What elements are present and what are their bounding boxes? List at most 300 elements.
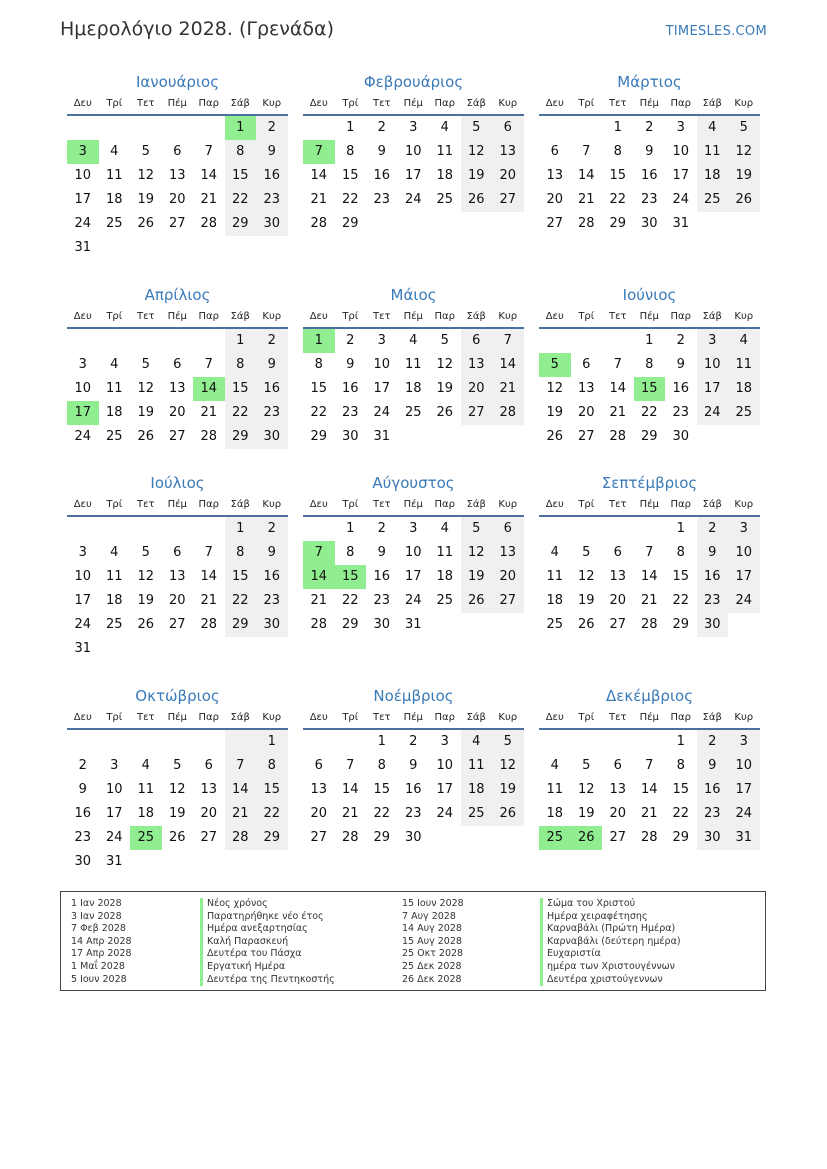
empty-day-cell [162,850,194,874]
day-cell: 11 [546,569,564,584]
weekday-header: Σάβ [697,307,729,329]
day-cell: 9 [676,357,685,372]
weekday-header: Κυρ [256,94,288,116]
month-calendar [67,471,288,661]
day-cell: 20 [461,377,493,401]
legend-dates-col-1 [71,898,132,986]
day-cell: 10 [74,569,92,584]
day-cell: 5 [141,545,150,560]
day-cell: 27 [168,617,186,632]
legend-holiday-name: Παρατηρήθηκε νέο έτος [200,911,335,924]
legend-holiday-name: Ημέρα χειραφέτησης [540,911,681,924]
day-cell: 13 [310,782,328,797]
empty-day-cell [571,116,603,140]
empty-day-cell [193,116,225,140]
day-cell: 23 [373,593,391,608]
day-cell: 21 [577,192,595,207]
day-cell: 30 [404,830,422,845]
empty-day-cell [461,212,493,236]
day-cell: 17 [74,192,92,207]
day-cell: 26 [137,216,155,231]
day-cell: 5 [728,116,760,140]
day-cell: 20 [492,164,524,188]
day-cell: 4 [409,333,418,348]
legend-date: 17 Απρ 2028 [71,948,132,960]
day-cell: 9 [377,144,386,159]
day-cell: 6 [582,357,591,372]
holiday-day-cell: 25 [130,826,162,850]
day-cell: 28 [341,830,359,845]
day-cell: 2 [256,329,288,353]
day-cell: 10 [404,144,422,159]
day-cell: 10 [672,144,690,159]
day-cell: 7 [346,758,355,773]
day-cell: 3 [440,734,449,749]
day-cell: 15 [672,569,690,584]
weekday-header: Παρ [193,307,225,329]
legend-names-col-2 [540,898,681,986]
day-cell: 18 [546,593,564,608]
empty-day-cell [99,236,131,260]
day-cell: 14 [640,569,658,584]
day-cell: 2 [697,517,729,541]
month-name: Απρίλιος [144,286,211,304]
day-cell: 19 [492,778,524,802]
day-cell: 27 [609,830,627,845]
empty-day-cell [492,212,524,236]
day-cell: 28 [577,216,595,231]
weekday-header: Τρί [99,708,131,730]
day-cell: 11 [105,569,123,584]
empty-day-cell [602,517,634,541]
month-days-grid [67,94,288,260]
day-cell: 6 [173,545,182,560]
weekday-header: Πέμ [398,495,430,517]
day-cell: 8 [377,758,386,773]
day-cell: 6 [173,144,182,159]
day-cell: 14 [225,778,257,802]
day-cell: 31 [74,240,92,255]
day-cell: 9 [346,357,355,372]
day-cell: 12 [546,381,564,396]
day-cell: 1 [676,521,685,536]
month-name: Σεπτέμβριος [601,474,698,492]
day-cell: 20 [546,192,564,207]
month-name: Μάρτιος [617,73,682,91]
day-cell: 18 [436,569,454,584]
legend-date: 1 Μαΐ 2028 [71,960,125,972]
empty-day-cell [162,236,194,260]
empty-day-cell [193,850,225,874]
day-cell: 13 [609,569,627,584]
day-cell: 1 [225,517,257,541]
day-cell: 17 [105,806,123,821]
day-cell: 7 [204,144,213,159]
day-cell: 10 [373,357,391,372]
month-name: Αύγουστος [372,474,455,492]
day-cell: 17 [404,168,422,183]
day-cell: 15 [225,565,257,589]
weekday-header: Τρί [99,495,131,517]
day-cell: 5 [173,758,182,773]
day-cell: 2 [697,730,729,754]
weekday-header: Σάβ [461,495,493,517]
empty-day-cell [634,517,666,541]
day-cell: 9 [377,545,386,560]
legend-date: 3 Ιαν 2028 [71,910,122,922]
day-cell: 17 [373,381,391,396]
empty-day-cell [99,637,131,661]
day-cell: 2 [377,120,386,135]
weekday-header: Τρί [571,708,603,730]
weekday-header: Κυρ [492,307,524,329]
day-cell: 9 [78,782,87,797]
day-cell: 3 [409,521,418,536]
legend-dates-col-2 [402,898,464,986]
day-cell: 12 [436,357,454,372]
day-cell: 27 [168,429,186,444]
day-cell: 18 [404,381,422,396]
month-days-grid [303,307,524,449]
day-cell: 23 [74,830,92,845]
day-cell: 9 [645,144,654,159]
day-cell: 9 [697,754,729,778]
weekday-header: Σάβ [225,94,257,116]
day-cell: 28 [640,830,658,845]
day-cell: 18 [728,377,760,401]
day-cell: 9 [697,541,729,565]
day-cell: 24 [105,830,123,845]
weekday-header: Τρί [571,307,603,329]
day-cell: 19 [137,192,155,207]
day-cell: 13 [461,353,493,377]
day-cell: 8 [645,357,654,372]
empty-day-cell [130,730,162,754]
day-cell: 22 [341,192,359,207]
empty-day-cell [539,730,571,754]
day-cell: 17 [672,168,690,183]
day-cell: 8 [225,140,257,164]
weekday-header: Κυρ [728,94,760,116]
day-cell: 22 [341,593,359,608]
day-cell: 16 [341,381,359,396]
day-cell: 24 [728,802,760,826]
day-cell: 30 [640,216,658,231]
day-cell: 23 [640,192,658,207]
day-cell: 15 [672,782,690,797]
day-cell: 1 [346,120,355,135]
day-cell: 8 [676,545,685,560]
day-cell: 16 [256,565,288,589]
legend-date: 15 Ιουν 2028 [402,898,464,909]
day-cell: 5 [582,758,591,773]
day-cell: 16 [697,565,729,589]
day-cell: 14 [492,353,524,377]
empty-day-cell [429,212,461,236]
empty-day-cell [67,730,99,754]
empty-day-cell [303,517,335,541]
day-cell: 15 [256,778,288,802]
day-cell: 19 [546,405,564,420]
day-cell: 17 [74,593,92,608]
day-cell: 29 [672,617,690,632]
day-cell: 26 [492,802,524,826]
day-cell: 6 [492,116,524,140]
day-cell: 21 [640,806,658,821]
day-cell: 18 [137,806,155,821]
month-name: Οκτώβριος [135,687,220,705]
weekday-header: Παρ [665,708,697,730]
month-days-grid [67,708,288,874]
holiday-day-cell: 1 [303,329,335,353]
day-cell: 8 [346,545,355,560]
day-cell: 11 [436,144,454,159]
day-cell: 12 [461,541,493,565]
weekday-header: Πέμ [634,94,666,116]
day-cell: 28 [225,826,257,850]
empty-day-cell [99,329,131,353]
day-cell: 23 [256,188,288,212]
day-cell: 20 [577,405,595,420]
day-cell: 24 [436,806,454,821]
day-cell: 26 [137,617,155,632]
day-cell: 8 [225,353,257,377]
weekday-header: Τρί [99,94,131,116]
day-cell: 15 [341,168,359,183]
day-cell: 22 [310,405,328,420]
day-cell: 31 [728,826,760,850]
day-cell: 6 [204,758,213,773]
legend-holiday-name: Καλή Παρασκευή [200,936,335,949]
empty-day-cell [130,116,162,140]
legend-holiday-name: Ευχαριστία [540,948,681,961]
day-cell: 2 [78,758,87,773]
day-cell: 31 [672,216,690,231]
day-cell: 4 [110,144,119,159]
empty-day-cell [130,236,162,260]
day-cell: 16 [256,377,288,401]
empty-day-cell [429,826,461,850]
day-cell: 24 [373,405,391,420]
month-days-grid [539,307,760,449]
day-cell: 12 [168,782,186,797]
day-cell: 30 [256,425,288,449]
weekday-header: Τρί [335,94,367,116]
day-cell: 23 [672,405,690,420]
weekday-header: Κυρ [492,94,524,116]
empty-day-cell [225,850,257,874]
day-cell: 4 [550,545,559,560]
day-cell: 18 [436,168,454,183]
day-cell: 12 [577,569,595,584]
day-cell: 19 [168,806,186,821]
day-cell: 20 [609,593,627,608]
day-cell: 19 [577,593,595,608]
day-cell: 26 [436,405,454,420]
weekday-header: Δευ [303,708,335,730]
weekday-header: Τετ [366,708,398,730]
day-cell: 11 [404,357,422,372]
empty-day-cell [492,613,524,637]
month-days-grid [539,94,760,236]
weekday-header: Πέμ [398,708,430,730]
day-cell: 6 [314,758,323,773]
day-cell: 23 [697,589,729,613]
weekday-header: Παρ [665,307,697,329]
day-cell: 7 [582,144,591,159]
day-cell: 30 [373,617,391,632]
legend-holiday-name: Ημέρα ανεξαρτησίας [200,923,335,936]
day-cell: 24 [672,192,690,207]
weekday-header: Παρ [429,94,461,116]
empty-day-cell [193,329,225,353]
day-cell: 21 [200,405,218,420]
day-cell: 18 [105,192,123,207]
day-cell: 22 [640,405,658,420]
day-cell: 9 [256,353,288,377]
day-cell: 1 [346,521,355,536]
day-cell: 29 [225,212,257,236]
day-cell: 30 [341,429,359,444]
day-cell: 29 [373,830,391,845]
empty-day-cell [193,730,225,754]
day-cell: 22 [256,802,288,826]
month-calendar [67,70,288,260]
legend-holiday-name: Νέος χρόνος [200,898,335,911]
weekday-header: Τρί [571,94,603,116]
day-cell: 12 [728,140,760,164]
day-cell: 3 [676,120,685,135]
day-cell: 20 [200,806,218,821]
day-cell: 8 [225,541,257,565]
day-cell: 15 [609,168,627,183]
holiday-day-cell: 14 [193,377,225,401]
day-cell: 13 [609,782,627,797]
day-cell: 19 [461,164,493,188]
month-days-grid [539,708,760,850]
day-cell: 30 [74,854,92,869]
day-cell: 24 [728,589,760,613]
day-cell: 16 [672,381,690,396]
day-cell: 23 [341,405,359,420]
legend-holiday-name: ημέρα των Χριστουγέννων [540,961,681,974]
holiday-day-cell: 7 [303,140,335,164]
day-cell: 14 [609,381,627,396]
empty-day-cell [602,329,634,353]
empty-day-cell [366,212,398,236]
day-cell: 29 [609,216,627,231]
weekday-header: Κυρ [256,495,288,517]
day-cell: 17 [728,778,760,802]
day-cell: 7 [492,329,524,353]
day-cell: 9 [256,140,288,164]
holiday-day-cell: 5 [539,353,571,377]
weekday-header: Πέμ [398,307,430,329]
empty-day-cell [225,236,257,260]
day-cell: 28 [640,617,658,632]
holiday-day-cell: 15 [634,377,666,401]
day-cell: 24 [404,192,422,207]
day-cell: 27 [310,830,328,845]
day-cell: 21 [225,802,257,826]
legend-holiday-name: Δευτέρα του Πάσχα [200,948,335,961]
day-cell: 7 [645,758,654,773]
day-cell: 10 [404,545,422,560]
day-cell: 10 [728,754,760,778]
day-cell: 5 [440,333,449,348]
day-cell: 28 [200,216,218,231]
weekday-header: Δευ [539,307,571,329]
day-cell: 23 [404,806,422,821]
weekday-header: Τετ [130,495,162,517]
day-cell: 17 [404,569,422,584]
day-cell: 14 [310,168,328,183]
day-cell: 25 [436,192,454,207]
weekday-header: Κυρ [492,495,524,517]
day-cell: 3 [78,545,87,560]
day-cell: 18 [546,806,564,821]
site-link[interactable]: TIMESLES.COM [665,24,767,39]
day-cell: 27 [492,589,524,613]
day-cell: 3 [409,120,418,135]
day-cell: 30 [672,429,690,444]
weekday-header: Πέμ [162,307,194,329]
day-cell: 25 [697,188,729,212]
day-cell: 17 [697,377,729,401]
day-cell: 30 [697,826,729,850]
weekday-header: Δευ [539,94,571,116]
day-cell: 29 [341,216,359,231]
day-cell: 25 [461,802,493,826]
day-cell: 26 [577,617,595,632]
day-cell: 23 [256,589,288,613]
day-cell: 25 [404,405,422,420]
day-cell: 21 [200,192,218,207]
weekday-header: Πέμ [634,495,666,517]
empty-day-cell [130,637,162,661]
weekday-header: Δευ [67,708,99,730]
empty-day-cell [539,329,571,353]
day-cell: 19 [728,164,760,188]
day-cell: 13 [168,168,186,183]
empty-day-cell [634,730,666,754]
weekday-header: Τετ [366,495,398,517]
month-name: Φεβρουάριος [363,73,464,91]
day-cell: 25 [728,401,760,425]
day-cell: 6 [613,758,622,773]
day-cell: 31 [105,854,123,869]
weekday-header: Πέμ [634,708,666,730]
day-cell: 2 [377,521,386,536]
day-cell: 15 [225,164,257,188]
day-cell: 3 [377,333,386,348]
weekday-header: Παρ [665,495,697,517]
day-cell: 21 [310,593,328,608]
weekday-header: Πέμ [398,94,430,116]
month-calendar [303,471,524,637]
weekday-header: Τετ [366,94,398,116]
day-cell: 8 [256,754,288,778]
day-cell: 18 [105,405,123,420]
day-cell: 7 [613,357,622,372]
legend-date: 14 Απρ 2028 [71,935,132,947]
legend-names-col-1 [200,898,335,986]
day-cell: 14 [577,168,595,183]
month-name: Νοέμβριος [373,687,454,705]
empty-day-cell [162,517,194,541]
day-cell: 23 [373,192,391,207]
legend-date: 26 Δεκ 2028 [402,973,462,985]
